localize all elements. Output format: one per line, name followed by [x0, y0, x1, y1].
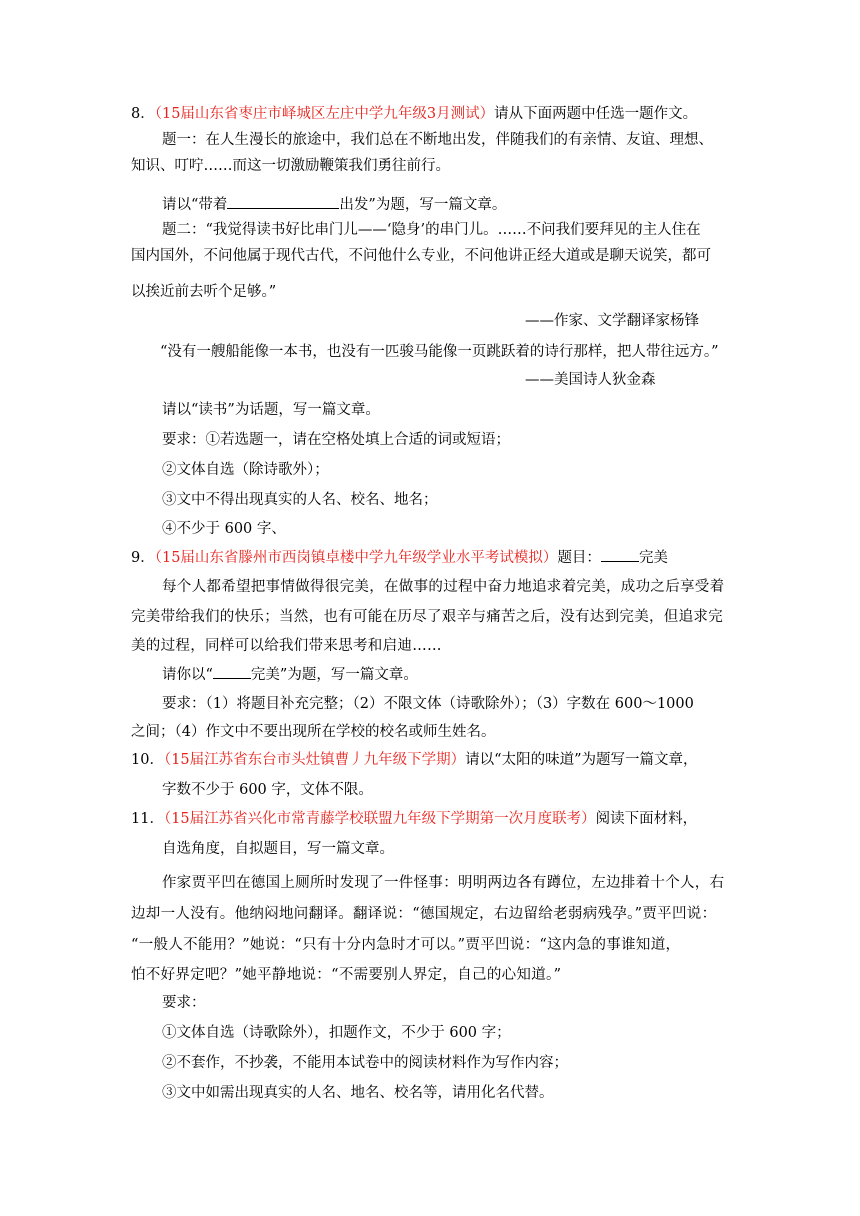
q8-topic2-line1: 题二：“我觉得读书好比串门儿——‘隐身’的串门儿。……不问我们要拜见的主人住在 [162, 222, 701, 238]
q8-topic2-line3: 以挨近前去听个足够。” [131, 284, 277, 300]
q8-requirement-2: ②文体自选（除诗歌外）； [162, 462, 329, 478]
q11-material-line2: 边却一人没有。他纳闷地问翻译。翻译说：“德国规定，右边留给老弱病残孕。”贾平凹说： [131, 906, 717, 922]
q11-material-line4: 怕不好界定吧？”她平静地说：“不需要别人界定，自己的心知道。” [131, 967, 562, 983]
q9-heading [131, 547, 668, 568]
q11-requirement-label: 要求： [162, 995, 206, 1011]
q11-prompt-line2: 自选角度，自拟题目，写一篇文章。 [162, 841, 394, 857]
q8-topic1-line1: 题一：在人生漫长的旅途中，我们总在不断地出发，伴随我们的有亲情、友谊、理想、 [162, 132, 713, 148]
q8-topic1-prefix: 请以“带着 [162, 197, 228, 213]
q10-heading [131, 750, 697, 770]
q11-requirement-1: ①文体自选（诗歌除外），扣题作文，不少于 600 字； [162, 1025, 511, 1041]
q9-requirement-line2: 之间；（4）作文中不要出现所在学校的校名或师生姓名。 [131, 724, 496, 740]
q9-source: （15届山东省滕州市西岗镇卓楼中学九年级学业水平考试模拟） [154, 550, 558, 566]
q11-material-line1: 作家贾平凹在德国上厕所时发现了一件怪事：明明两边各有蹲位，左边排着十个人，右 [162, 875, 725, 891]
q9-instruction-blank [213, 664, 251, 679]
q9-title-blank [601, 547, 639, 562]
q8-prompt: 请从下面两题中任选一题作文。 [494, 106, 698, 122]
q11-number: 11． [131, 811, 164, 827]
q9-title-label: 题目： [557, 550, 601, 566]
q8-topic1-suffix: 出发”为题，写一篇文章。 [339, 197, 507, 213]
q9-title-word: 完美 [638, 550, 668, 566]
q8-topic2-line2: 国内国外，不问他属于现代古代，不问他什么专业，不问他讲正经大道或是聊天说笑，都可 [131, 248, 711, 264]
q8-heading [131, 104, 697, 124]
q9-instruction-suffix: 完美”为题，写一篇文章。 [250, 667, 418, 683]
q8-quote1-attribution: ——作家、文学翻译家杨锋 [525, 313, 699, 329]
q8-topic1-line2: 知识、叮咛……而这一切激励鞭策我们勇往前行。 [131, 158, 450, 174]
q8-requirement-1: 要求：①若选题一，请在空格处填上合适的词或短语； [162, 432, 510, 448]
q11-prompt: 阅读下面材料， [595, 811, 698, 827]
q8-requirement-3: ③文中不得出现真实的人名、校名、地名； [162, 492, 438, 508]
q10-prompt: 请以“太阳的味道”为题写一篇文章， [465, 752, 698, 768]
q8-topic2-instruction: 请以“读书”为话题，写一篇文章。 [162, 402, 380, 418]
q8-quote2: “没有一艘船能像一本书，也没有一匹骏马能像一页跳跃着的诗行那样，把人带往远方。” [160, 344, 719, 360]
q11-requirement-2: ②不套作，不抄袭，不能用本试卷中的阅读材料作为写作内容； [162, 1055, 568, 1071]
q10-prompt-line2: 字数不少于 600 字，文体不限。 [162, 782, 373, 798]
q10-number: 10． [131, 752, 164, 768]
q9-instruction-prefix: 请你以“ [162, 667, 213, 683]
q9-requirement-line1: 要求：（1）将题目补充完整；（2）不限文体（诗歌除外）；（3）字数在 600～1000 [162, 696, 694, 712]
q8-requirement-4: ④不少于 600 字、 [162, 521, 286, 537]
q11-source: （15届江苏省兴化市常青藤学校联盟九年级下学期第一次月度联考） [163, 811, 596, 827]
q8-fill-blank [227, 194, 339, 209]
q9-material-line1: 每个人都希望把事情做得很完美，在做事的过程中奋力地追求着完美，成功之后享受着 [162, 579, 725, 595]
q10-source: （15届江苏省东台市头灶镇曹丿九年级下学期） [163, 752, 466, 768]
q11-material-line3: “一般人不能用？”她说：“只有十分内急时才可以。”贾平凹说：“这内急的事谁知道， [131, 937, 681, 953]
q9-material-line2: 完美带给我们的快乐；当然，也有可能在历尽了艰辛与痛苦之后，没有达到完美，但追求完 [131, 609, 723, 625]
q8-topic1-line3 [162, 194, 506, 215]
q8-quote2-attribution: ——美国诗人狄金森 [525, 372, 656, 388]
q8-source: （15届山东省枣庄市峄城区左庄中学九年级3月测试） [154, 106, 495, 122]
q9-material-line3: 美的过程，同样可以给我们带来思考和启迪…… [131, 638, 442, 654]
q8-number: 8． [131, 106, 155, 122]
q11-requirement-3: ③文中如需出现真实的人名、地名、校名等，请用化名代替。 [162, 1085, 554, 1101]
q9-number: 9． [131, 550, 155, 566]
q11-heading [131, 809, 697, 829]
q9-instruction [162, 664, 418, 685]
